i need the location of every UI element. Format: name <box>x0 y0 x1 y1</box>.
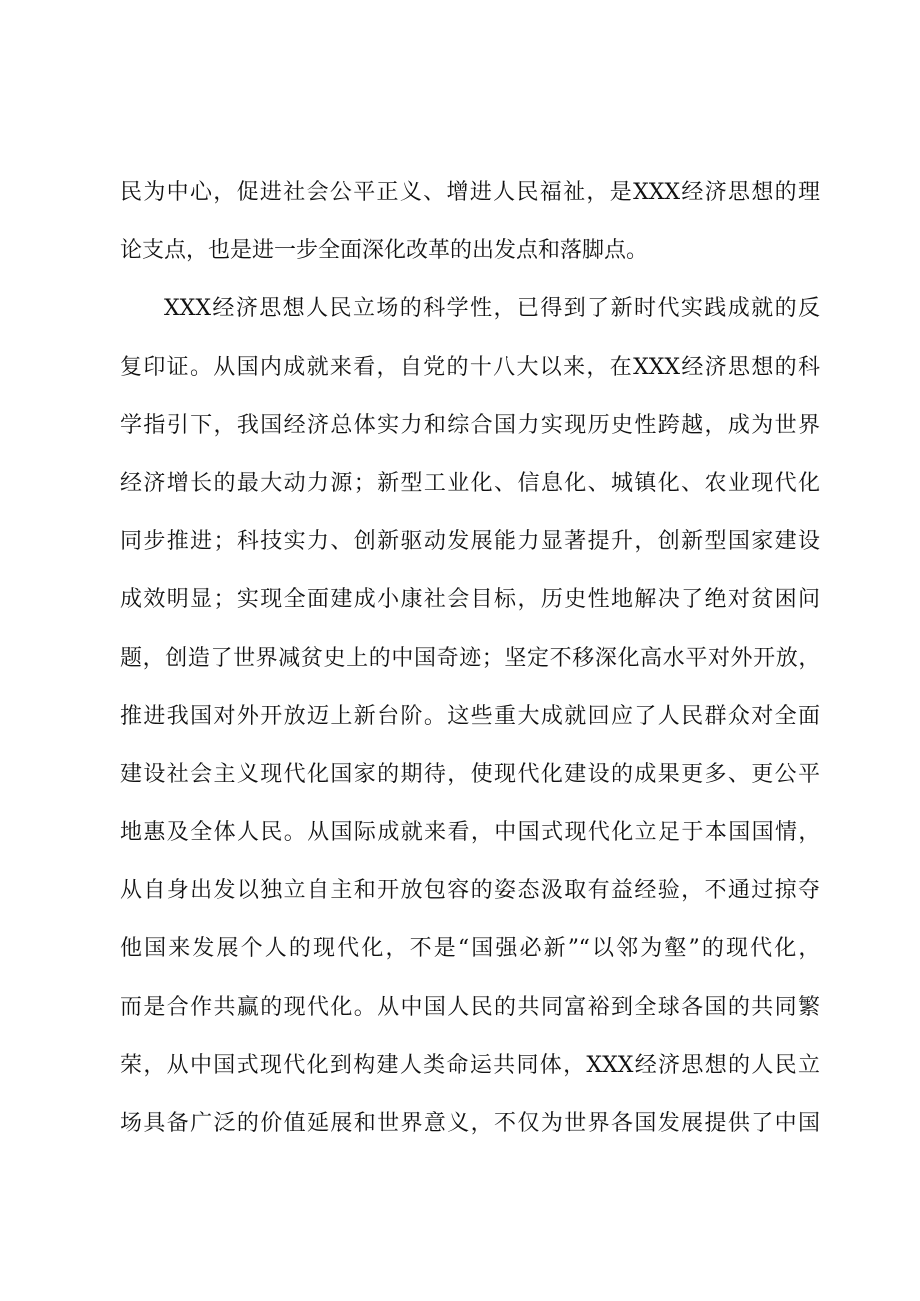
text-line-9: 题，创造了世界减贫史上的中国奇迹；坚定不移深化高水平对外开放， <box>120 645 820 671</box>
text-line-2: 论支点，也是进一步全面深化改革的出发点和落脚点。 <box>120 238 649 264</box>
text-line-6: 经济增长的最大动力源；新型工业化、信息化、城镇化、农业现代化 <box>120 470 820 496</box>
text-line-8: 成效明显；实现全面建成小康社会目标，历史性地解决了绝对贫困问 <box>120 587 820 613</box>
text-line-17: 场具备广泛的价值延展和世界意义，不仅为世界各国发展提供了中国 <box>120 1111 820 1136</box>
text-line-15: 而是合作共赢的现代化。从中国人民的共同富裕到全球各国的共同繁 <box>120 994 820 1020</box>
text-line-10: 推进我国对外开放迈上新台阶。这些重大成就回应了人民群众对全面 <box>120 703 820 729</box>
text-line-1: 民为中心，促进社会公平正义、增进人民福祉，是XXX经济思想的理 <box>120 180 820 205</box>
text-line-11: 建设社会主义现代化国家的期待，使现代化建设的成果更多、更公平 <box>120 761 820 787</box>
text-line-5: 学指引下，我国经济总体实力和综合国力实现历史性跨越，成为世界 <box>120 412 820 438</box>
text-line-16: 荣，从中国式现代化到构建人类命运共同体，XXX经济思想的人民立 <box>120 1052 820 1078</box>
text-line-7: 同步推进；科技实力、创新驱动发展能力显著提升，创新型国家建设 <box>120 529 820 555</box>
text-line-12: 地惠及全体人民。从国际成就来看，中国式现代化立足于本国国情， <box>120 820 820 846</box>
text-line-13: 从自身出发以独立自主和开放包容的姿态汲取有益经验，不通过掠夺 <box>120 878 820 904</box>
text-line-3: XXX经济思想人民立场的科学性，已得到了新时代实践成就的反 <box>164 296 820 322</box>
text-line-14: 他国来发展个人的现代化，不是“国强必新”“以邻为壑”的现代化， <box>120 936 820 962</box>
text-line-4: 复印证。从国内成就来看，自党的十八大以来，在XXX经济思想的科 <box>120 354 820 380</box>
body-text <box>120 164 820 1153</box>
